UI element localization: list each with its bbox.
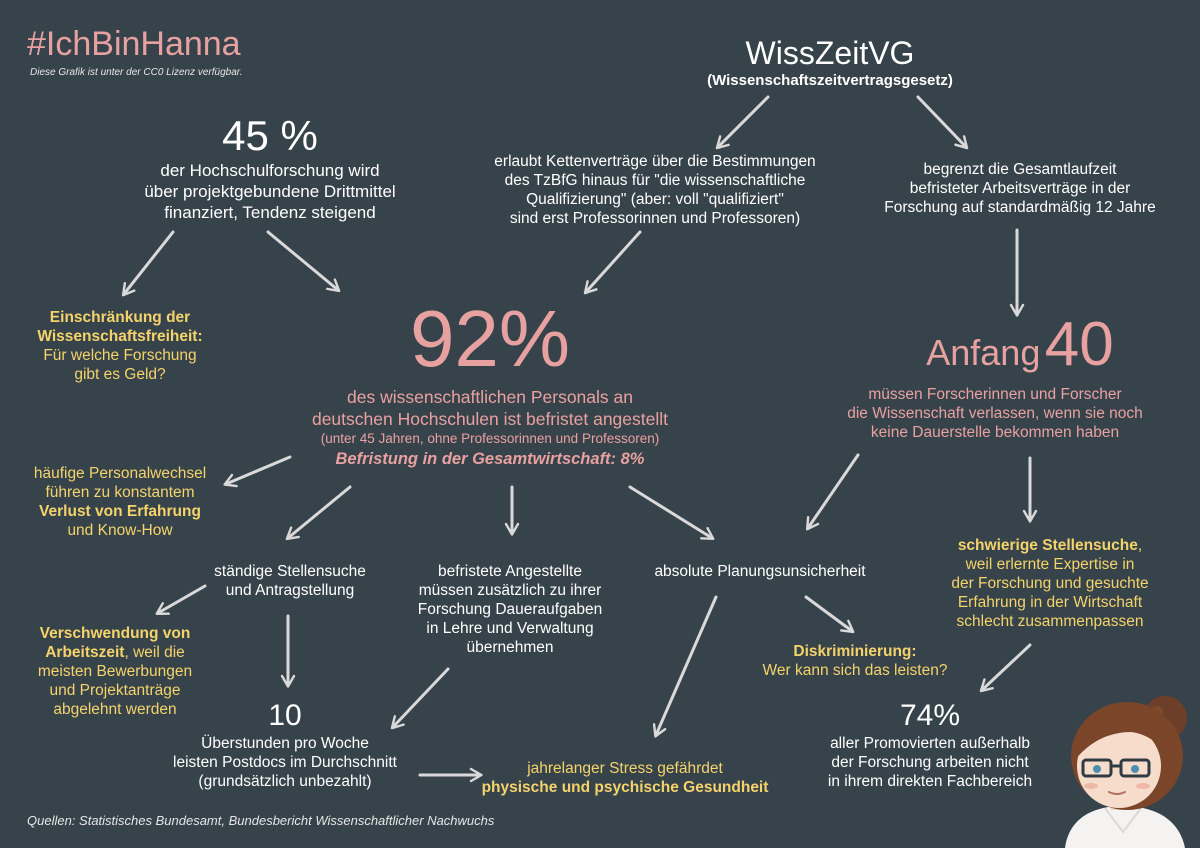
- freedom-text: [20, 308, 220, 384]
- hard-search-text: [920, 536, 1180, 631]
- stat-45-line: über projektgebundene Drittmittel: [144, 182, 396, 201]
- stat-10-line: leisten Postdocs im Durchschnitt: [173, 754, 397, 771]
- waste-line: und Projektanträge: [49, 682, 181, 699]
- freedom-line: Wissenschaftsfreiheit:: [37, 328, 203, 345]
- sources-footer: Quellen: Statistisches Bundesamt, Bundesbericht Wissenschaftlicher Nachwuchs: [27, 813, 495, 828]
- wisszeitvg-title: WissZeitVG: [745, 35, 915, 71]
- duties-line: in Lehre und Verwaltung: [426, 620, 594, 637]
- stat-74: [795, 698, 1065, 791]
- arrow-chain-to-92: [586, 232, 640, 292]
- stress-line: physische und psychische Gesundheit: [481, 779, 769, 796]
- duties-text: [395, 562, 625, 657]
- stat-74-line: in ihrem direkten Fachbereich: [827, 773, 1033, 790]
- turnover-line: führen zu konstantem: [45, 484, 195, 501]
- waste-bold: Arbeitszeit: [45, 644, 125, 661]
- stress-line: jahrelanger Stress gefährdet: [527, 760, 723, 777]
- arrow-wisszeit-to-limit: [918, 97, 966, 147]
- hard-search-line: der Forschung und gesuchte: [951, 575, 1149, 592]
- stat-92-comparison: Befristung in der Gesamtwirtschaft: 8%: [335, 450, 645, 468]
- waste-line: abgelehnt werden: [53, 701, 177, 718]
- stat-92-value: 92%: [409, 294, 571, 383]
- stat-92-text: [270, 386, 710, 470]
- arrow-92-to-planning: [630, 487, 712, 538]
- stat-10-line: (grundsätzlich unbezahlt): [198, 773, 372, 790]
- turnover-line: häufige Personalwechsel: [33, 465, 207, 482]
- chain-line: sind erst Professorinnen und Professoren): [509, 210, 801, 227]
- stat-92-line: deutschen Hochschulen ist befristet angestellt: [311, 409, 669, 429]
- waste-rest: , weil die: [124, 644, 185, 661]
- arrow-92-to-search: [288, 487, 350, 538]
- stat-74-line: aller Promovierten außerhalb: [830, 735, 1030, 752]
- hard-search-line: weil erlernte Expertise in: [965, 556, 1135, 573]
- stat-40-line: keine Dauerstelle bekommen haben: [870, 424, 1120, 441]
- discrimination-line: Diskriminierung:: [793, 643, 917, 660]
- hard-search-line: schlecht zusammenpassen: [956, 613, 1144, 630]
- stat-40-line: müssen Forscherinnen und Forscher: [868, 386, 1122, 403]
- hard-search-line: Erfahrung in der Wirtschaft: [957, 594, 1143, 611]
- arrow-wisszeit-to-chain: [718, 97, 768, 147]
- freedom-line: Für welche Forschung: [43, 347, 197, 364]
- stat-40: [860, 310, 1180, 396]
- stat-74-value: 74%: [899, 699, 961, 732]
- stress-text: [470, 759, 780, 797]
- stat-10: [150, 698, 420, 791]
- turnover-text: [10, 464, 230, 540]
- stat-40-text: [820, 385, 1170, 442]
- stat-45-percent: [120, 112, 420, 223]
- chain-line: des TzBfG hinaus für "die wissenschaftliche: [504, 172, 806, 189]
- hard-search-bold: schwierige Stellensuche: [957, 537, 1138, 554]
- duties-line: müssen zusätzlich zu ihrer: [418, 582, 602, 599]
- stat-45-line: finanziert, Tendenz steigend: [164, 203, 376, 222]
- duties-line: befristete Angestellte: [438, 563, 582, 580]
- arrow-45-to-92: [268, 232, 338, 290]
- arrow-hard-search-to-74: [982, 645, 1030, 690]
- chain-contracts-text: [455, 152, 855, 228]
- chain-line: erlaubt Kettenverträge über die Bestimmungen: [494, 153, 816, 170]
- search-line: und Antragstellung: [225, 582, 355, 599]
- discrimination-line: Wer kann sich das leisten?: [762, 662, 948, 679]
- stat-92-line: des wissenschaftlichen Personals an: [347, 387, 633, 407]
- stat-92-note: (unter 45 Jahren, ohne Professorinnen und Professoren): [320, 431, 660, 446]
- hashtag-title: #IchBinHanna: [27, 25, 241, 63]
- chain-line: Qualifizierung" (aber: voll "qualifiziert": [526, 191, 784, 208]
- duties-line: übernehmen: [466, 639, 554, 656]
- search-line: ständige Stellensuche: [214, 563, 366, 580]
- freedom-line: gibt es Geld?: [74, 366, 166, 383]
- freedom-line: Einschränkung der: [49, 309, 191, 326]
- stat-45-line: der Hochschulforschung wird: [160, 161, 380, 180]
- waste-line: Verschwendung von: [39, 625, 191, 642]
- limit-line: begrenzt die Gesamtlaufzeit: [923, 161, 1117, 178]
- stat-40-value: 40: [1044, 310, 1114, 379]
- waste-line: meisten Bewerbungen: [37, 663, 193, 680]
- arrow-planning-to-stress: [656, 597, 716, 735]
- turnover-line: und Know-How: [67, 522, 173, 539]
- stat-10-value: 10: [268, 699, 302, 732]
- stat-74-line: der Forschung arbeiten nicht: [831, 754, 1029, 771]
- limit-line: befristeter Arbeitsverträge in der: [909, 180, 1131, 197]
- wisszeitvg-subtitle: (Wissenschaftszeitvertragsgesetz): [707, 72, 953, 89]
- stat-45-value: 45 %: [222, 112, 318, 159]
- arrow-45-to-freedom: [124, 232, 173, 294]
- arrow-40-to-planning: [808, 455, 858, 528]
- turnover-line: Verlust von Erfahrung: [39, 503, 201, 520]
- hanna-illustration: [1045, 690, 1200, 848]
- license-note: Diese Grafik ist unter der CC0 Lizenz verfügbar.: [30, 67, 243, 78]
- limit-text: [870, 160, 1170, 217]
- duties-line: Forschung Daueraufgaben: [417, 601, 603, 618]
- search-text: [180, 562, 400, 600]
- stat-40-line: die Wissenschaft verlassen, wenn sie noch: [847, 405, 1143, 422]
- discrimination-text: [735, 642, 975, 680]
- hard-search-comma: ,: [1137, 537, 1143, 554]
- planning-text: absolute Planungsunsicherheit: [654, 563, 866, 580]
- limit-line: Forschung auf standardmäßig 12 Jahre: [884, 199, 1156, 216]
- stat-10-line: Überstunden pro Woche: [201, 735, 369, 752]
- stat-40-prefix: Anfang: [926, 332, 1041, 373]
- arrow-planning-to-discrimination: [806, 597, 852, 631]
